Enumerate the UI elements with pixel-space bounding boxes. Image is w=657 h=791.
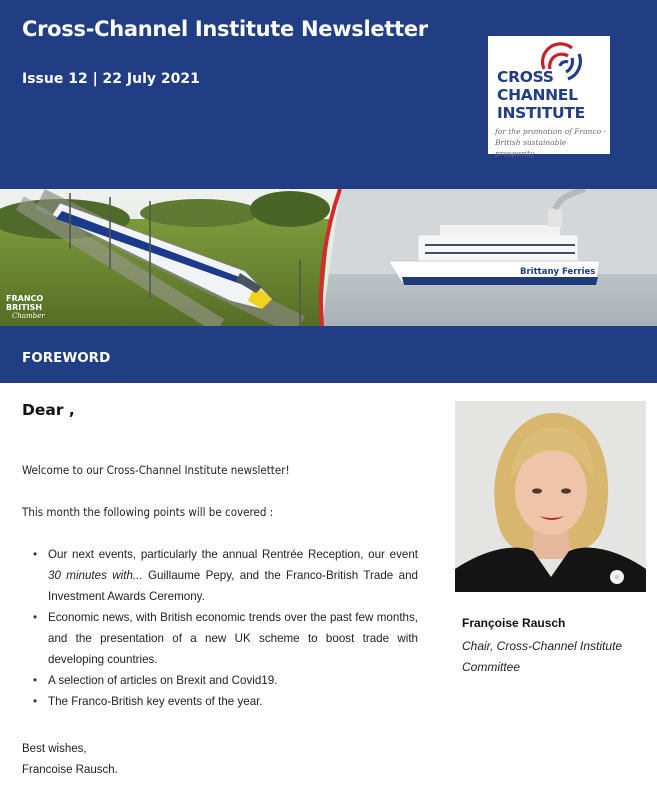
list-item: [22, 544, 418, 607]
section-header: [0, 326, 657, 383]
signatory-role: Chair, Cross-Channel Institute Committee: [462, 639, 623, 674]
list-item: • The Franco-British key events of the year.: [22, 691, 418, 712]
logo-word-channel: CHANNEL: [497, 86, 578, 104]
chair-portrait-photo: [455, 401, 646, 592]
chamber-logo-word-franco: FRANCO: [6, 294, 44, 303]
event-title-emphasis: 30 minutes with...: [48, 569, 143, 582]
list-item-text-start: Our next events, particularly the annual Rentrée Reception, our event: [48, 548, 418, 561]
letter-intro: Welcome to our Cross-Channel Institute newsletter!: [22, 463, 290, 477]
closing-line: Best wishes,: [22, 743, 87, 755]
chamber-logo-word-chamber: Chamber: [12, 312, 45, 320]
list-item-text-end: Guillaume Pepy, and the Franco-British Trade and Investment Awards Ceremony.: [48, 569, 419, 603]
ferry-livery-text: Brittany Ferries: [520, 267, 596, 277]
letter-signoff: [22, 739, 118, 781]
letter-lead: This month the following points will be covered :: [22, 505, 274, 519]
newsletter-title: Cross-Channel Institute Newsletter: [22, 17, 428, 41]
signatory-name: Françoise Rausch: [462, 616, 566, 630]
train-and-ferry-photo: [0, 189, 657, 326]
logo-word-cross: CROSS: [497, 68, 554, 86]
cross-channel-institute-logo: [488, 36, 610, 158]
chamber-logo-word-british: BRITISH: [6, 303, 43, 312]
banner-image: [0, 189, 657, 326]
list-item: • A selection of articles on Brexit and Covid19.: [22, 670, 418, 691]
section-title: FOREWORD: [22, 350, 111, 366]
newsletter-header: [0, 0, 657, 189]
logo-word-institute: INSTITUTE: [497, 104, 585, 122]
list-item: • Economic news, with British economic trends over the past few months, and the presentation of a new UK scheme to boost trade with developing countries.: [22, 607, 418, 670]
signature-line: Francoise Rausch.: [22, 764, 118, 776]
topics-list: [22, 544, 418, 712]
logo-tagline: for the promotion of Franco - British sustainable prosperity: [495, 127, 606, 158]
letter-greeting: Dear ,: [22, 401, 75, 419]
franco-british-chamber-logo: [6, 294, 45, 320]
issue-date: Issue 12 | 22 July 2021: [22, 71, 200, 87]
